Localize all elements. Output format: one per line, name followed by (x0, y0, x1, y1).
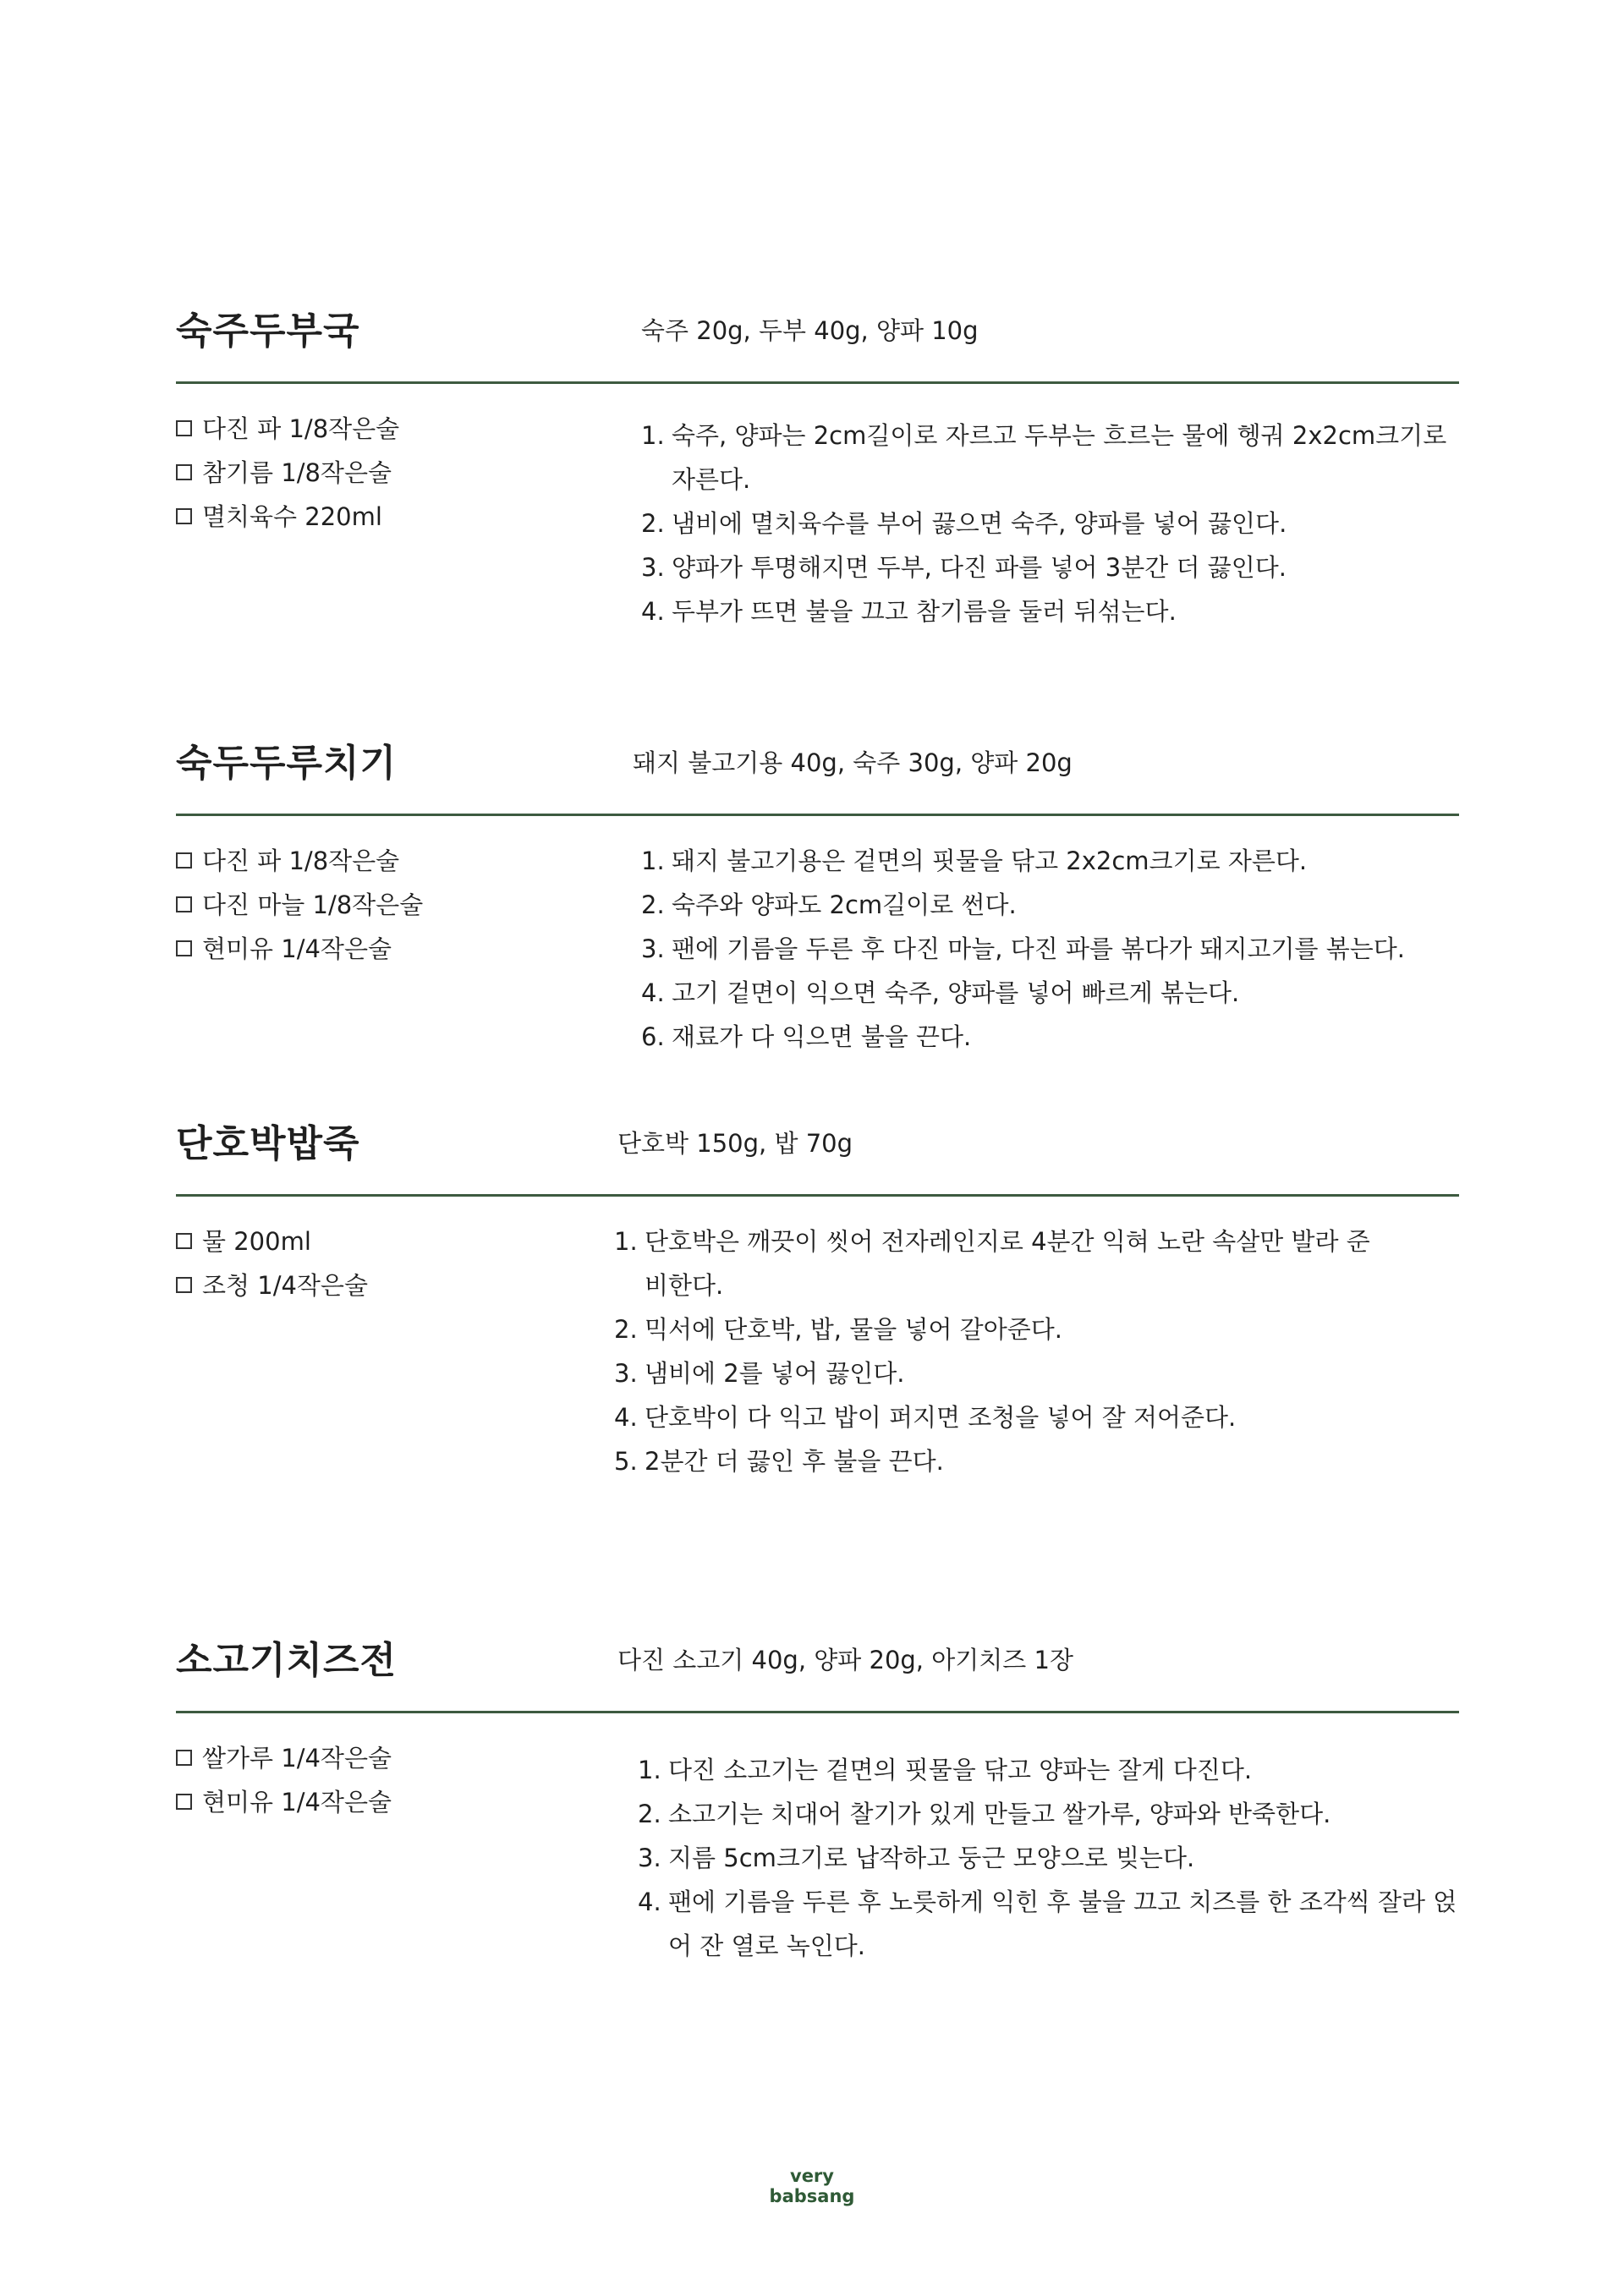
recipe-title: 숙주두부국 (176, 310, 360, 353)
checkbox-icon (176, 940, 192, 956)
step-item: 2. 소고기는 치대어 찰기가 있게 만들고 쌀가루, 양파와 반죽한다. (638, 1800, 1331, 1828)
step-item: 2. 냄비에 멸치육수를 부어 끓으면 숙주, 양파를 넣어 끓인다. (641, 509, 1287, 538)
sub-ingredient-item: 다진 파 1/8작은술 (176, 839, 423, 883)
sub-ingredient-item: 쌀가루 1/4작은술 (176, 1736, 392, 1780)
step-item: 1. 다진 소고기는 겉면의 핏물을 닦고 양파는 잘게 다진다. (638, 1756, 1253, 1784)
section-divider (176, 381, 1459, 384)
sub-ingredient-list (176, 407, 399, 539)
step-item: 2. 믹서에 단호박, 밥, 물을 넣어 갈아준다. (614, 1315, 1062, 1344)
checkbox-icon (176, 896, 192, 912)
recipe-title: 숙두두루치기 (176, 742, 398, 785)
step-list (641, 414, 1470, 633)
checkbox-icon (176, 852, 192, 869)
step-item: 3. 냄비에 2를 넣어 끓인다. (614, 1359, 905, 1388)
checkbox-icon (176, 1233, 192, 1249)
brand-line-2: babsang (769, 2186, 855, 2206)
checkbox-icon (176, 1794, 192, 1810)
main-ingredients: 단호박 150g, 밥 70g (617, 1129, 853, 1158)
sub-ingredient-item: 물 200ml (176, 1219, 368, 1263)
step-item: 4. 두부가 뜨면 불을 끄고 참기름을 둘러 뒤섞는다. (641, 597, 1177, 626)
recipe-title: 소고기치즈전 (176, 1639, 398, 1682)
step-item: 4. 단호박이 다 익고 밥이 퍼지면 조청을 넣어 잘 저어준다. (614, 1403, 1237, 1432)
sub-ingredient-item: 다진 마늘 1/8작은술 (176, 883, 423, 927)
step-list (641, 839, 1470, 1059)
sub-ingredient-list (176, 839, 423, 971)
checkbox-icon (176, 464, 192, 480)
checkbox-icon (176, 420, 192, 436)
step-item: 5. 2분간 더 끓인 후 불을 끈다. (614, 1447, 944, 1476)
step-list (638, 1748, 1462, 1968)
step-item: 3. 팬에 기름을 두른 후 다진 마늘, 다진 파를 볶다가 돼지고기를 볶는다. (641, 934, 1405, 963)
step-item: 4. 팬에 기름을 두른 후 노릇하게 익힌 후 불을 끄고 치즈를 한 조각씩 잘라 얹어 잔 열로 녹인다. (638, 1888, 1457, 1960)
sub-ingredient-item: 멸치육수 220ml (176, 495, 399, 539)
step-item: 3. 양파가 투명해지면 두부, 다진 파를 넣어 3분간 더 끓인다. (641, 553, 1287, 582)
section-divider (176, 1194, 1459, 1197)
step-list (614, 1219, 1375, 1483)
main-ingredients: 숙주 20g, 두부 40g, 양파 10g (641, 316, 979, 345)
brand-logo (0, 2166, 1624, 2206)
brand-line-1: very (790, 2166, 834, 2186)
step-item: 1. 돼지 불고기용은 겉면의 핏물을 닦고 2x2cm크기로 자른다. (641, 847, 1308, 875)
step-item: 2. 숙주와 양파도 2cm길이로 썬다. (641, 890, 1017, 919)
checkbox-icon (176, 1277, 192, 1293)
sub-ingredient-item: 다진 파 1/8작은술 (176, 407, 399, 451)
step-item: 1. 숙주, 양파는 2cm길이로 자르고 두부는 흐르는 물에 헹궈 2x2cm크기로 자른다. (641, 421, 1447, 494)
step-item: 6. 재료가 다 익으면 불을 끈다. (641, 1022, 972, 1051)
step-item: 1. 단호박은 깨끗이 씻어 전자레인지로 4분간 익혀 노란 속살만 발라 준비한다. (614, 1227, 1370, 1300)
step-item: 3. 지름 5cm크기로 납작하고 둥근 모양으로 빚는다. (638, 1844, 1195, 1872)
sub-ingredient-item: 현미유 1/4작은술 (176, 927, 423, 971)
recipe-title: 단호박밥죽 (176, 1122, 360, 1165)
sub-ingredient-list (176, 1736, 392, 1824)
checkbox-icon (176, 508, 192, 524)
main-ingredients: 돼지 불고기용 40g, 숙주 30g, 양파 20g (633, 748, 1073, 777)
section-divider (176, 1711, 1459, 1713)
section-divider (176, 814, 1459, 816)
sub-ingredient-item: 조청 1/4작은술 (176, 1263, 368, 1307)
sub-ingredient-list (176, 1219, 368, 1307)
step-item: 4. 고기 겉면이 익으면 숙주, 양파를 넣어 빠르게 볶는다. (641, 978, 1240, 1007)
checkbox-icon (176, 1750, 192, 1766)
main-ingredients: 다진 소고기 40g, 양파 20g, 아기치즈 1장 (617, 1646, 1073, 1674)
sub-ingredient-item: 참기름 1/8작은술 (176, 451, 399, 495)
sub-ingredient-item: 현미유 1/4작은술 (176, 1780, 392, 1824)
